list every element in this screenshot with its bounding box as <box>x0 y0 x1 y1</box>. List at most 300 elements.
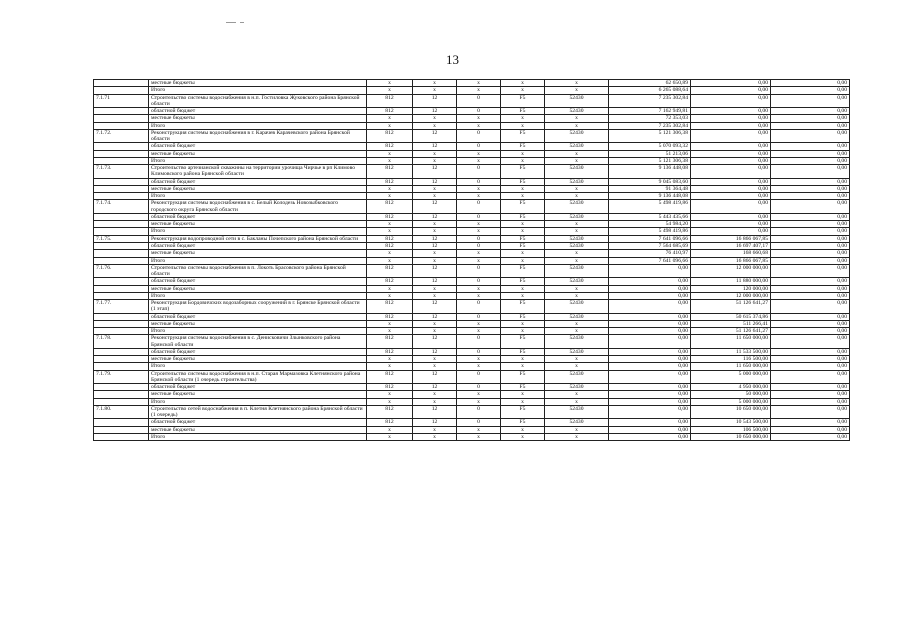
target-article-cell: F5 <box>501 264 545 277</box>
table-row <box>94 129 850 142</box>
subsection-code-cell: 0 <box>457 213 501 220</box>
description-cell: областной бюджет <box>149 242 367 249</box>
subsection-code-cell: x <box>457 356 501 363</box>
description-cell: Строительство системы водоснабжения в н.п. Старая Мармазовка Клетнянского района Брянской области (1 очередь строительства) <box>149 370 367 383</box>
grbs-code-cell: 812 <box>367 213 413 220</box>
subsection-code-cell: 0 <box>457 129 501 142</box>
table-row <box>94 221 850 228</box>
section-code-cell: x <box>413 150 457 157</box>
item-number-cell: 7.1.80. <box>94 406 149 419</box>
item-number-cell <box>94 257 149 264</box>
section-code-cell: 12 <box>413 264 457 277</box>
expense-type-cell: x <box>545 285 609 292</box>
table-row <box>94 213 850 220</box>
amount-year3-cell: 0,00 <box>771 356 850 363</box>
amount-year3-cell: 0,00 <box>771 122 850 129</box>
expense-type-cell: x <box>545 115 609 122</box>
amount-year3-cell: 0,00 <box>771 143 850 150</box>
subsection-code-cell: 0 <box>457 370 501 383</box>
section-code-cell: x <box>413 193 457 200</box>
table-body <box>94 80 850 441</box>
section-code-cell: 12 <box>413 335 457 348</box>
section-code-cell: 12 <box>413 178 457 185</box>
description-cell: Реконструкция водопроводной сети в с. Бакланы Почепского района Брянской области <box>149 235 367 242</box>
description-cell: областной бюджет <box>149 313 367 320</box>
expense-type-cell: x <box>545 250 609 257</box>
section-code-cell: x <box>413 250 457 257</box>
amount-year1-cell: 0,00 <box>609 264 691 277</box>
grbs-code-cell: 812 <box>367 300 413 313</box>
amount-year2-cell: 10 650 000,00 <box>691 406 771 419</box>
expense-type-cell: x <box>545 193 609 200</box>
section-code-cell: 12 <box>413 313 457 320</box>
target-article-cell: F5 <box>501 165 545 178</box>
section-code-cell: x <box>413 80 457 87</box>
item-number-cell <box>94 313 149 320</box>
target-article-cell: F5 <box>501 335 545 348</box>
target-article-cell: x <box>501 157 545 164</box>
expense-type-cell: x <box>545 434 609 441</box>
expense-type-cell: 52430 <box>545 406 609 419</box>
amount-year3-cell: 0,00 <box>771 278 850 285</box>
item-number-cell: 7.1.77. <box>94 300 149 313</box>
item-number-cell: 7.1.78. <box>94 335 149 348</box>
item-number-cell: 7.1.71 <box>94 94 149 107</box>
amount-year3-cell: 0,00 <box>771 94 850 107</box>
amount-year1-cell: 0,00 <box>609 356 691 363</box>
grbs-code-cell: 812 <box>367 419 413 426</box>
grbs-code-cell: 812 <box>367 384 413 391</box>
table-row <box>94 348 850 355</box>
amount-year3-cell: 0,00 <box>771 363 850 370</box>
table-row <box>94 300 850 313</box>
subsection-code-cell: x <box>457 285 501 292</box>
description-cell: местные бюджеты <box>149 185 367 192</box>
subsection-code-cell: x <box>457 391 501 398</box>
description-cell: Итого <box>149 257 367 264</box>
subsection-code-cell: x <box>457 363 501 370</box>
expense-type-cell: 52430 <box>545 419 609 426</box>
item-number-cell <box>94 384 149 391</box>
amount-year1-cell: 0,00 <box>609 419 691 426</box>
description-cell: местные бюджеты <box>149 150 367 157</box>
section-code-cell: x <box>413 157 457 164</box>
grbs-code-cell: x <box>367 292 413 299</box>
item-number-cell <box>94 328 149 335</box>
scan-speck <box>226 22 236 23</box>
table-row <box>94 200 850 213</box>
amount-year3-cell: 0,00 <box>771 221 850 228</box>
item-number-cell <box>94 213 149 220</box>
amount-year1-cell: 0,00 <box>609 313 691 320</box>
expense-type-cell: 52430 <box>545 384 609 391</box>
description-cell: Строительство артезианской скважины на территории урочища Чирчье в рп Климово Климовского района Брянской области <box>149 165 367 178</box>
item-number-cell: 7.1.79. <box>94 370 149 383</box>
section-code-cell: 12 <box>413 406 457 419</box>
table-row <box>94 80 850 87</box>
description-cell: областной бюджет <box>149 278 367 285</box>
amount-year1-cell: 0,00 <box>609 320 691 327</box>
target-article-cell: x <box>501 328 545 335</box>
expense-type-cell: 52430 <box>545 165 609 178</box>
amount-year2-cell: 0,00 <box>691 178 771 185</box>
item-number-cell <box>94 242 149 249</box>
expense-type-cell: 52430 <box>545 200 609 213</box>
amount-year3-cell: 0,00 <box>771 257 850 264</box>
amount-year2-cell: 120 000,00 <box>691 285 771 292</box>
amount-year3-cell: 0,00 <box>771 157 850 164</box>
amount-year3-cell: 0,00 <box>771 419 850 426</box>
amount-year2-cell: 16 866 067,85 <box>691 257 771 264</box>
description-cell: местные бюджеты <box>149 285 367 292</box>
target-article-cell: x <box>501 193 545 200</box>
grbs-code-cell: x <box>367 250 413 257</box>
grbs-code-cell: 812 <box>367 200 413 213</box>
target-article-cell: F5 <box>501 108 545 115</box>
amount-year2-cell: 5 000 000,00 <box>691 398 771 405</box>
table-row <box>94 356 850 363</box>
grbs-code-cell: x <box>367 391 413 398</box>
grbs-code-cell: 812 <box>367 129 413 142</box>
amount-year1-cell: 0,00 <box>609 384 691 391</box>
target-article-cell: x <box>501 257 545 264</box>
expense-type-cell: 52430 <box>545 129 609 142</box>
amount-year1-cell: 0,00 <box>609 335 691 348</box>
description-cell: Итого <box>149 122 367 129</box>
description-cell: местные бюджеты <box>149 320 367 327</box>
section-code-cell: x <box>413 434 457 441</box>
section-code-cell: x <box>413 87 457 94</box>
item-number-cell: 7.1.76. <box>94 264 149 277</box>
target-article-cell: F5 <box>501 370 545 383</box>
subsection-code-cell: x <box>457 80 501 87</box>
amount-year3-cell: 0,00 <box>771 235 850 242</box>
description-cell: областной бюджет <box>149 384 367 391</box>
grbs-code-cell: 812 <box>367 143 413 150</box>
table-row <box>94 178 850 185</box>
expense-type-cell: 52430 <box>545 335 609 348</box>
target-article-cell: F5 <box>501 278 545 285</box>
description-cell: Итого <box>149 157 367 164</box>
item-number-cell <box>94 391 149 398</box>
grbs-code-cell: 812 <box>367 313 413 320</box>
description-cell: местные бюджеты <box>149 391 367 398</box>
amount-year2-cell: 11 650 000,00 <box>691 335 771 348</box>
amount-year2-cell: 0,00 <box>691 115 771 122</box>
table-row <box>94 228 850 235</box>
expense-type-cell: x <box>545 292 609 299</box>
amount-year2-cell: 0,00 <box>691 193 771 200</box>
table-row <box>94 257 850 264</box>
item-number-cell <box>94 115 149 122</box>
target-article-cell: F5 <box>501 129 545 142</box>
table-row <box>94 419 850 426</box>
grbs-code-cell: 812 <box>367 406 413 419</box>
amount-year3-cell: 0,00 <box>771 370 850 383</box>
item-number-cell <box>94 320 149 327</box>
subsection-code-cell: 0 <box>457 143 501 150</box>
amount-year3-cell: 0,00 <box>771 285 850 292</box>
amount-year1-cell: 7 564 685,69 <box>609 242 691 249</box>
amount-year1-cell: 72 353,03 <box>609 115 691 122</box>
table-row <box>94 122 850 129</box>
description-cell: областной бюджет <box>149 348 367 355</box>
item-number-cell <box>94 193 149 200</box>
description-cell: областной бюджет <box>149 419 367 426</box>
amount-year2-cell: 168 660,68 <box>691 250 771 257</box>
amount-year3-cell: 0,00 <box>771 200 850 213</box>
grbs-code-cell: 812 <box>367 335 413 348</box>
expense-type-cell: 52430 <box>545 348 609 355</box>
subsection-code-cell: x <box>457 115 501 122</box>
expense-type-cell: 52430 <box>545 213 609 220</box>
subsection-code-cell: x <box>457 122 501 129</box>
section-code-cell: 12 <box>413 242 457 249</box>
amount-year2-cell: 12 000 000,00 <box>691 264 771 277</box>
amount-year3-cell: 0,00 <box>771 335 850 348</box>
subsection-code-cell: 0 <box>457 406 501 419</box>
subsection-code-cell: x <box>457 250 501 257</box>
amount-year2-cell: 11 650 000,00 <box>691 363 771 370</box>
table-row <box>94 328 850 335</box>
amount-year3-cell: 0,00 <box>771 348 850 355</box>
amount-year3-cell: 0,00 <box>771 300 850 313</box>
subsection-code-cell: 0 <box>457 278 501 285</box>
item-number-cell <box>94 278 149 285</box>
table-row <box>94 320 850 327</box>
amount-year3-cell: 0,00 <box>771 426 850 433</box>
grbs-code-cell: x <box>367 122 413 129</box>
target-article-cell: F5 <box>501 178 545 185</box>
description-cell: местные бюджеты <box>149 426 367 433</box>
grbs-code-cell: x <box>367 87 413 94</box>
amount-year2-cell: 16 697 407,17 <box>691 242 771 249</box>
amount-year3-cell: 0,00 <box>771 242 850 249</box>
amount-year1-cell: 0,00 <box>609 434 691 441</box>
amount-year2-cell: 0,00 <box>691 185 771 192</box>
amount-year2-cell: 51 126 641,27 <box>691 328 771 335</box>
section-code-cell: x <box>413 185 457 192</box>
section-code-cell: 12 <box>413 300 457 313</box>
subsection-code-cell: 0 <box>457 94 501 107</box>
amount-year1-cell: 5 121 306,38 <box>609 129 691 142</box>
target-article-cell: x <box>501 391 545 398</box>
description-cell: Строительство системы водоснабжения в п. Локоть Брасовского района Брянской области <box>149 264 367 277</box>
amount-year2-cell: 511 266,41 <box>691 320 771 327</box>
target-article-cell: F5 <box>501 213 545 220</box>
item-number-cell: 7.1.74. <box>94 200 149 213</box>
amount-year1-cell: 6 265 088,64 <box>609 87 691 94</box>
expense-type-cell: 52430 <box>545 242 609 249</box>
table-row <box>94 335 850 348</box>
table-row <box>94 285 850 292</box>
item-number-cell <box>94 398 149 405</box>
expense-type-cell: 52430 <box>545 143 609 150</box>
section-code-cell: 12 <box>413 200 457 213</box>
amount-year2-cell: 116 500,00 <box>691 356 771 363</box>
expense-type-cell: x <box>545 320 609 327</box>
amount-year3-cell: 0,00 <box>771 115 850 122</box>
expense-type-cell: x <box>545 426 609 433</box>
amount-year3-cell: 0,00 <box>771 150 850 157</box>
table-row <box>94 292 850 299</box>
target-article-cell: F5 <box>501 235 545 242</box>
description-cell: Строительство сетей водоснабжения в п. Клетня Клетнянского района Брянской области (1 очередь) <box>149 406 367 419</box>
amount-year3-cell: 0,00 <box>771 213 850 220</box>
expense-type-cell: 52430 <box>545 313 609 320</box>
amount-year1-cell: 0,00 <box>609 391 691 398</box>
subsection-code-cell: 0 <box>457 165 501 178</box>
target-article-cell: F5 <box>501 419 545 426</box>
amount-year1-cell: 7 641 096,66 <box>609 257 691 264</box>
description-cell: Итого <box>149 328 367 335</box>
subsection-code-cell: 0 <box>457 242 501 249</box>
grbs-code-cell: x <box>367 185 413 192</box>
grbs-code-cell: x <box>367 426 413 433</box>
amount-year3-cell: 0,00 <box>771 406 850 419</box>
target-article-cell: x <box>501 398 545 405</box>
target-article-cell: F5 <box>501 406 545 419</box>
amount-year3-cell: 0,00 <box>771 178 850 185</box>
table-row <box>94 264 850 277</box>
subsection-code-cell: 0 <box>457 264 501 277</box>
expense-type-cell: x <box>545 122 609 129</box>
amount-year1-cell: 7 162 949,81 <box>609 108 691 115</box>
target-article-cell: x <box>501 356 545 363</box>
section-code-cell: x <box>413 398 457 405</box>
subsection-code-cell: x <box>457 257 501 264</box>
subsection-code-cell: x <box>457 434 501 441</box>
grbs-code-cell: 812 <box>367 235 413 242</box>
item-number-cell <box>94 228 149 235</box>
amount-year3-cell: 0,00 <box>771 398 850 405</box>
table-row <box>94 242 850 249</box>
grbs-code-cell: x <box>367 320 413 327</box>
amount-year2-cell: 4 950 000,00 <box>691 384 771 391</box>
table-row <box>94 165 850 178</box>
page-number: 13 <box>446 52 459 67</box>
amount-year1-cell: 5 498 419,86 <box>609 200 691 213</box>
target-article-cell: F5 <box>501 242 545 249</box>
description-cell: областной бюджет <box>149 178 367 185</box>
table-row <box>94 115 850 122</box>
amount-year2-cell: 106 500,00 <box>691 426 771 433</box>
amount-year2-cell: 0,00 <box>691 165 771 178</box>
target-article-cell: F5 <box>501 348 545 355</box>
amount-year2-cell: 0,00 <box>691 143 771 150</box>
expense-type-cell: 52430 <box>545 235 609 242</box>
amount-year3-cell: 0,00 <box>771 80 850 87</box>
expense-type-cell: 52430 <box>545 300 609 313</box>
amount-year1-cell: 0,00 <box>609 285 691 292</box>
amount-year3-cell: 0,00 <box>771 264 850 277</box>
section-code-cell: x <box>413 426 457 433</box>
grbs-code-cell: 812 <box>367 242 413 249</box>
item-number-cell <box>94 143 149 150</box>
amount-year3-cell: 0,00 <box>771 434 850 441</box>
subsection-code-cell: x <box>457 328 501 335</box>
description-cell: местные бюджеты <box>149 80 367 87</box>
subsection-code-cell: 0 <box>457 419 501 426</box>
amount-year1-cell: 9 136 448,08 <box>609 165 691 178</box>
amount-year1-cell: 9 045 083,60 <box>609 178 691 185</box>
amount-year1-cell: 0,00 <box>609 363 691 370</box>
subsection-code-cell: x <box>457 193 501 200</box>
amount-year1-cell: 9 136 448,08 <box>609 193 691 200</box>
amount-year1-cell: 0,00 <box>609 370 691 383</box>
target-article-cell: x <box>501 122 545 129</box>
amount-year3-cell: 0,00 <box>771 87 850 94</box>
amount-year3-cell: 0,00 <box>771 228 850 235</box>
item-number-cell <box>94 434 149 441</box>
item-number-cell <box>94 221 149 228</box>
description-cell: областной бюджет <box>149 108 367 115</box>
target-article-cell: x <box>501 292 545 299</box>
table-row <box>94 384 850 391</box>
amount-year1-cell: 0,00 <box>609 300 691 313</box>
table-row <box>94 250 850 257</box>
table-row <box>94 157 850 164</box>
section-code-cell: 12 <box>413 94 457 107</box>
expense-type-cell: x <box>545 328 609 335</box>
grbs-code-cell: x <box>367 157 413 164</box>
section-code-cell: 12 <box>413 370 457 383</box>
section-code-cell: x <box>413 391 457 398</box>
grbs-code-cell: x <box>367 398 413 405</box>
target-article-cell: F5 <box>501 143 545 150</box>
scan-speck <box>240 22 244 23</box>
amount-year1-cell: 7 235 302,84 <box>609 122 691 129</box>
grbs-code-cell: x <box>367 257 413 264</box>
target-article-cell: F5 <box>501 313 545 320</box>
table-row <box>94 370 850 383</box>
expense-type-cell: x <box>545 257 609 264</box>
grbs-code-cell: x <box>367 285 413 292</box>
table-row <box>94 398 850 405</box>
target-article-cell: F5 <box>501 300 545 313</box>
amount-year3-cell: 0,00 <box>771 165 850 178</box>
item-number-cell <box>94 285 149 292</box>
subsection-code-cell: x <box>457 398 501 405</box>
subsection-code-cell: 0 <box>457 335 501 348</box>
item-number-cell <box>94 348 149 355</box>
grbs-code-cell: 812 <box>367 348 413 355</box>
expense-type-cell: x <box>545 363 609 370</box>
item-number-cell <box>94 363 149 370</box>
amount-year2-cell: 0,00 <box>691 228 771 235</box>
target-article-cell: F5 <box>501 200 545 213</box>
amount-year3-cell: 0,00 <box>771 129 850 142</box>
grbs-code-cell: x <box>367 228 413 235</box>
amount-year3-cell: 0,00 <box>771 320 850 327</box>
subsection-code-cell: 0 <box>457 313 501 320</box>
expense-type-cell: 52430 <box>545 108 609 115</box>
table-row <box>94 434 850 441</box>
target-article-cell: x <box>501 221 545 228</box>
amount-year1-cell: 76 410,97 <box>609 250 691 257</box>
expense-type-cell: 52430 <box>545 278 609 285</box>
target-article-cell: x <box>501 363 545 370</box>
subsection-code-cell: 0 <box>457 235 501 242</box>
description-cell: местные бюджеты <box>149 356 367 363</box>
expense-type-cell: x <box>545 185 609 192</box>
section-code-cell: x <box>413 285 457 292</box>
section-code-cell: x <box>413 356 457 363</box>
table-row <box>94 235 850 242</box>
grbs-code-cell: x <box>367 356 413 363</box>
subsection-code-cell: 0 <box>457 108 501 115</box>
expense-type-cell: x <box>545 87 609 94</box>
